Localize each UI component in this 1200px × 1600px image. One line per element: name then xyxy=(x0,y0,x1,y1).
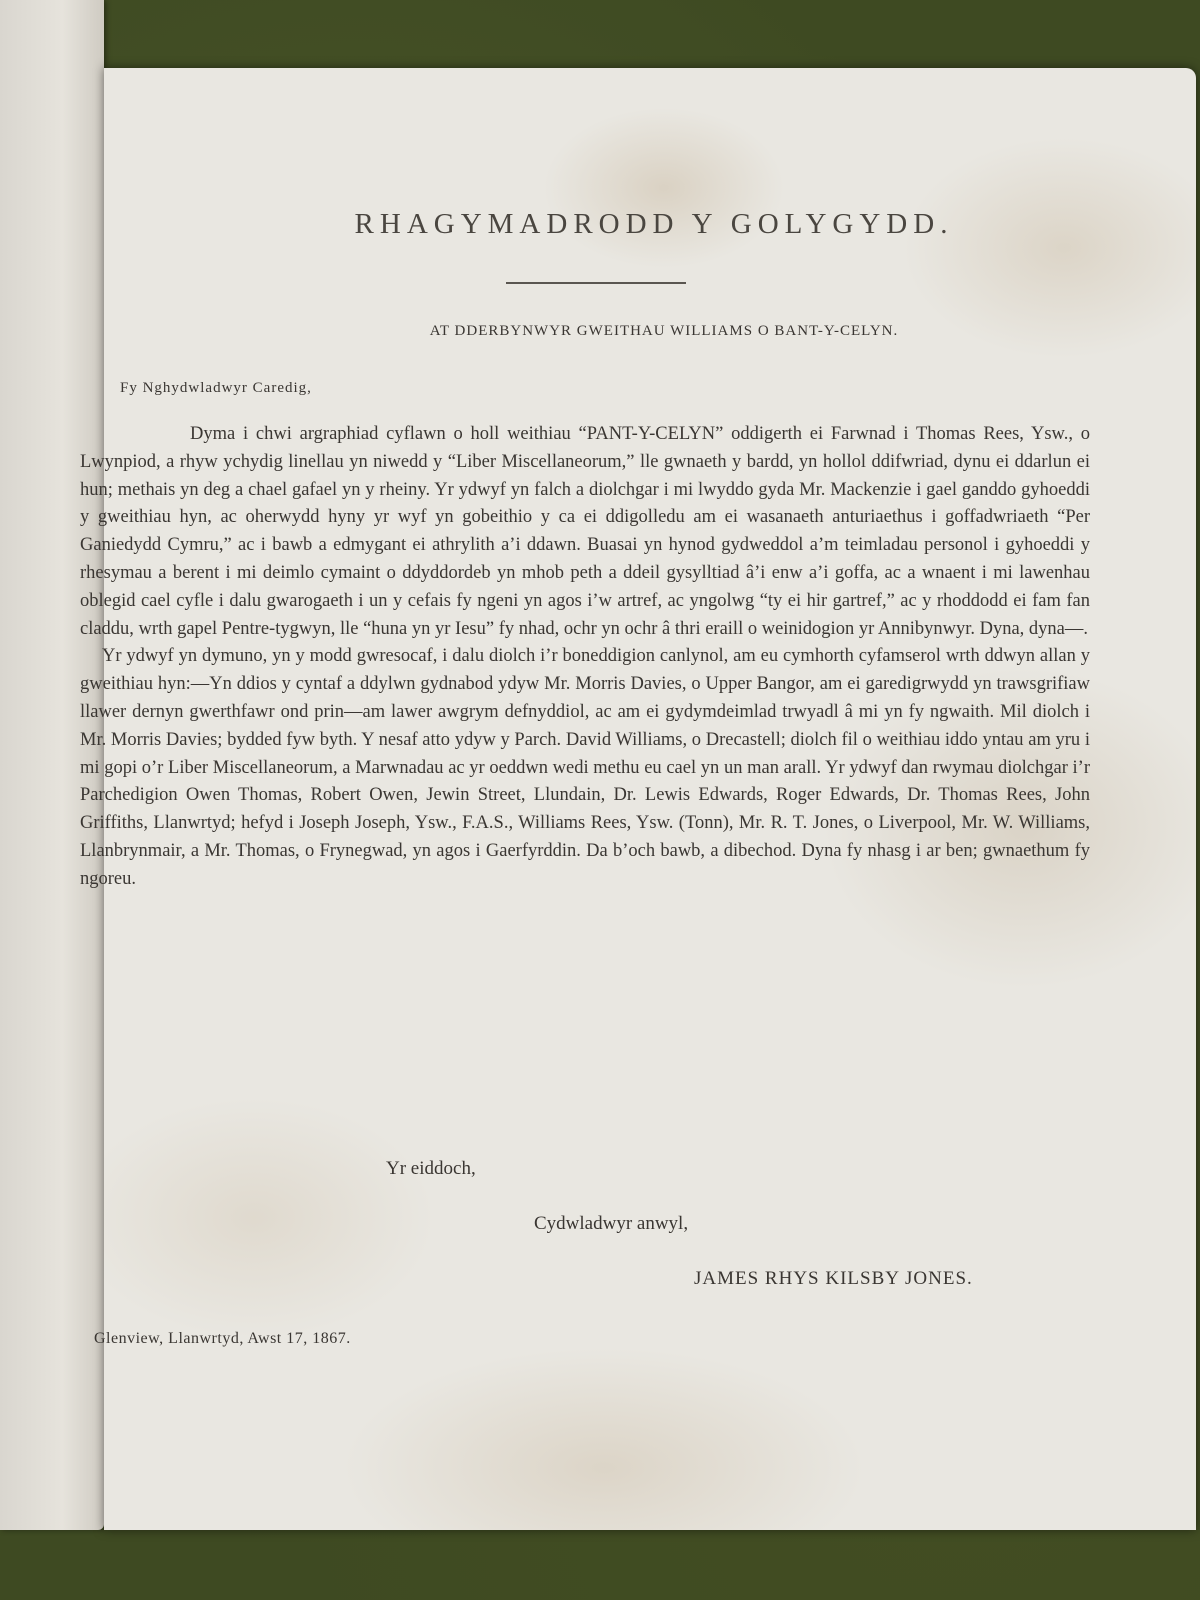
page-title: RHAGYMADRODD Y GOLYGYDD. xyxy=(354,208,954,240)
closing-line-2: Cydwladwyr anwyl, xyxy=(534,1213,689,1234)
page-subtitle: AT DDERBYNWYR GWEITHAU WILLIAMS O BANT-Y-CELYN. xyxy=(429,323,899,339)
closing: Yr eiddoch, xyxy=(386,1158,476,1179)
book-page xyxy=(80,68,1196,1530)
paragraph-1: Dyma i chwi argraphiad cyflawn o holl weithiau “PANT-Y-CELYN” oddigerth ei Farwnad i Thomas Rees, Ysw., o Lwynpiod, a rhyw ychydig linellau yn niwedd y “Liber Miscellaneorum,” lle gwnaeth y bardd, yn hollol ddifwriad, dynu ei ddarlun ei hun; methais yn deg a chael gafael yn y rheiny. Yr ydwyf yn falch a diolchgar i mi lwyddo gyda Mr. Mackenzie i gael ganddo gyhoeddi y gweithiau hyn, ac oherwydd hyny yr wyf yn gobeithio y ca ei ddigolledu am ei wasanaeth anturiaethus i goffadwriaeth “Per Ganiedydd Cymru,” ac i bawb a edmygant ei athrylith a’i ddawn. Buasai yn hynod gydweddol a’m teimladau personol i gyhoeddi y rhesymau a berent i mi deimlo cymaint o ddyddordeb yn mhob peth a ddeil gysylltiad â’i enw a’i goffa, ac a wnaent i mi lawenhau oblegid cael cyfle i dalu gwarogaeth i un y cefais fy ngeni yn agos i’w artref, ac yngolwg “ty ei hir gartref,” ac y rhoddodd ei fam fan claddu, wrth gapel Pentre-tygwyn, lle “huna yn yr Iesu” fy nhad, ochr yn ochr â thri eraill o weinidogion yr Annibynwyr. Dyna, dyna—. xyxy=(80,424,1090,639)
title-rule xyxy=(506,282,686,284)
signature: JAMES RHYS KILSBY JONES. xyxy=(694,1268,973,1289)
salutation: Fy Nghydwladwyr Caredig, xyxy=(120,380,312,396)
dateline: Glenview, Llanwrtyd, Awst 17, 1867. xyxy=(94,1330,351,1347)
paragraph-2: Yr ydwyf yn dymuno, yn y modd gwresocaf, i dalu diolch i’r boneddigion canlynol, am eu cymhorth cyfamserol wrth ddwyn allan y gweithiau hyn:—Yn ddios y cyntaf a ddylwn gydnabod ydyw Mr. Morris Davies, o Upper Bangor, am ei garedigrwydd yn trawsgrifiaw llawer dernyn gwerthfawr ond prin—am lawer awgrym defnyddiol, ac am ei gydymdeimlad trwyadl â mi yn fy ngwaith. Mil diolch i Mr. Morris Davies; bydded fyw byth. Y nesaf atto ydyw y Parch. David Williams, o Drecastell; diolch fil o weithiau iddo yntau am yru i mi gopi o’r Liber Miscellaneorum, a Marwnadau ac yr oeddwn wedi methu eu cael yn un man arall. Yr ydwyf dan rwymau diolchgar i’r Parchedigion Owen Thomas, Robert Owen, Jewin Street, Llundain, Dr. Lewis Edwards, Roger Edwards, Dr. Thomas Rees, John Griffiths, Llanwrtyd; hefyd i Joseph Joseph, Ysw., F.A.S., Williams Rees, Ysw. (Tonn), Mr. R. T. Jones, o Liverpool, Mr. W. Williams, Llanbrynmair, a Mr. Thomas, o Frynegwad, yn agos i Gaerfyrddin. Da b’och bawb, a dibechod. Dyna fy nhasg i ar ben; gwnaethum fy ngoreu. xyxy=(80,646,1090,889)
letter-body xyxy=(80,421,1090,894)
